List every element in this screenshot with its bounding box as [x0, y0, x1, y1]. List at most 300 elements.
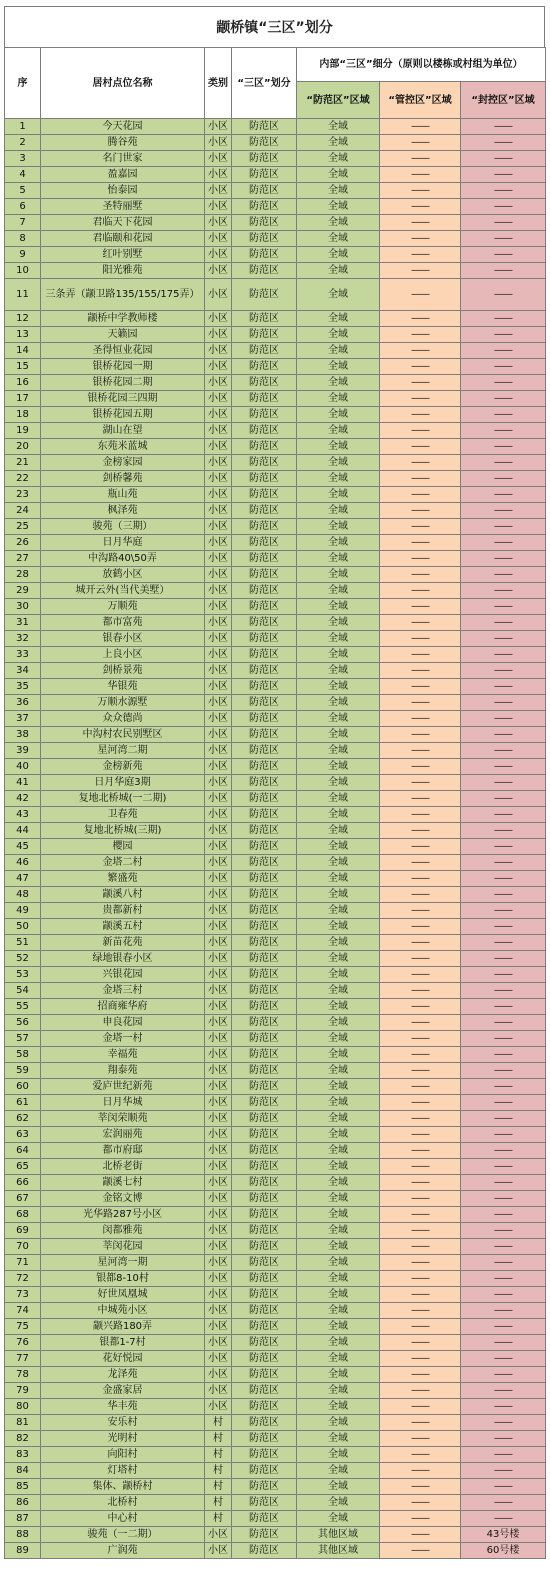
row-name: 金榜新苑 — [41, 759, 205, 775]
row-fangfan: 全域 — [297, 375, 380, 391]
row-seq: 36 — [5, 695, 41, 711]
row-fengkong: —— — [461, 983, 546, 999]
row-zone: 防范区 — [232, 1495, 297, 1511]
row-guankong: —— — [380, 1431, 461, 1447]
row-name: 三条弄（颛卫路135/155/175弄） — [41, 279, 205, 311]
row-name: 君临天下花园 — [41, 215, 205, 231]
row-seq: 71 — [5, 1255, 41, 1271]
table-row — [5, 951, 546, 967]
row-zone: 防范区 — [232, 439, 297, 455]
row-type: 小区 — [205, 759, 232, 775]
row-fengkong: —— — [461, 535, 546, 551]
row-fangfan: 全域 — [297, 1159, 380, 1175]
row-guankong: —— — [380, 455, 461, 471]
row-type: 小区 — [205, 1175, 232, 1191]
table-row — [5, 183, 546, 199]
row-type: 小区 — [205, 359, 232, 375]
row-name: 颛溪五村 — [41, 919, 205, 935]
row-name: 申良花园 — [41, 1015, 205, 1031]
row-fengkong: —— — [461, 215, 546, 231]
row-fengkong: —— — [461, 1383, 546, 1399]
row-fangfan: 全域 — [297, 263, 380, 279]
row-zone: 防范区 — [232, 1367, 297, 1383]
row-guankong: —— — [380, 343, 461, 359]
row-name: 银桥花园一期 — [41, 359, 205, 375]
row-name: 城开云外(当代美墅） — [41, 583, 205, 599]
row-name: 宏润丽苑 — [41, 1127, 205, 1143]
row-fangfan: 全域 — [297, 855, 380, 871]
row-type: 村 — [205, 1447, 232, 1463]
row-zone: 防范区 — [232, 1415, 297, 1431]
row-zone: 防范区 — [232, 1303, 297, 1319]
row-guankong: —— — [380, 1223, 461, 1239]
row-name: 骏苑（三期） — [41, 519, 205, 535]
row-fengkong: —— — [461, 1479, 546, 1495]
row-fangfan: 全域 — [297, 839, 380, 855]
row-seq: 69 — [5, 1223, 41, 1239]
row-fengkong: —— — [461, 1031, 546, 1047]
row-name: 爱庐世纪新苑 — [41, 1079, 205, 1095]
row-seq: 84 — [5, 1463, 41, 1479]
row-guankong: —— — [380, 1367, 461, 1383]
table-row — [5, 1111, 546, 1127]
row-fangfan: 全域 — [297, 823, 380, 839]
row-type: 村 — [205, 1415, 232, 1431]
table-row — [5, 1255, 546, 1271]
row-fengkong: —— — [461, 855, 546, 871]
table-row — [5, 167, 546, 183]
row-fangfan: 全域 — [297, 423, 380, 439]
row-fangfan: 全域 — [297, 1495, 380, 1511]
row-fangfan: 全域 — [297, 1447, 380, 1463]
row-guankong: —— — [380, 151, 461, 167]
row-fengkong: —— — [461, 1511, 546, 1527]
row-fengkong: —— — [461, 391, 546, 407]
row-zone: 防范区 — [232, 183, 297, 199]
row-type: 小区 — [205, 871, 232, 887]
row-fangfan: 全域 — [297, 615, 380, 631]
row-name: 日月华城 — [41, 1095, 205, 1111]
row-seq: 77 — [5, 1351, 41, 1367]
row-guankong: —— — [380, 679, 461, 695]
row-guankong: —— — [380, 1399, 461, 1415]
row-zone: 防范区 — [232, 503, 297, 519]
row-fengkong: —— — [461, 455, 546, 471]
row-type: 小区 — [205, 1207, 232, 1223]
row-type: 小区 — [205, 631, 232, 647]
row-zone: 防范区 — [232, 967, 297, 983]
row-zone: 防范区 — [232, 1463, 297, 1479]
row-fangfan: 全域 — [297, 711, 380, 727]
row-name: 金盛家居 — [41, 1383, 205, 1399]
row-guankong: —— — [380, 615, 461, 631]
row-seq: 20 — [5, 439, 41, 455]
row-type: 小区 — [205, 151, 232, 167]
row-zone: 防范区 — [232, 887, 297, 903]
row-zone: 防范区 — [232, 903, 297, 919]
row-type: 小区 — [205, 135, 232, 151]
row-fengkong: —— — [461, 1239, 546, 1255]
row-guankong: —— — [380, 1543, 461, 1559]
row-name: 星河湾二期 — [41, 743, 205, 759]
row-guankong: —— — [380, 247, 461, 263]
table-row — [5, 679, 546, 695]
row-guankong: —— — [380, 1495, 461, 1511]
row-zone: 防范区 — [232, 1207, 297, 1223]
row-guankong: —— — [380, 1063, 461, 1079]
row-zone: 防范区 — [232, 1143, 297, 1159]
row-fengkong: —— — [461, 359, 546, 375]
row-fengkong: —— — [461, 679, 546, 695]
row-fengkong: —— — [461, 663, 546, 679]
row-fangfan: 全域 — [297, 807, 380, 823]
row-guankong: —— — [380, 167, 461, 183]
row-fangfan: 全域 — [297, 631, 380, 647]
row-fengkong: —— — [461, 439, 546, 455]
row-name: 都市富苑 — [41, 615, 205, 631]
row-fengkong: —— — [461, 759, 546, 775]
row-seq: 47 — [5, 871, 41, 887]
row-guankong: —— — [380, 327, 461, 343]
row-guankong: —— — [380, 1191, 461, 1207]
row-name: 金塔三村 — [41, 983, 205, 999]
row-fengkong: —— — [461, 311, 546, 327]
row-zone: 防范区 — [232, 1335, 297, 1351]
row-type: 小区 — [205, 231, 232, 247]
table-row — [5, 1063, 546, 1079]
table-row — [5, 455, 546, 471]
row-seq: 53 — [5, 967, 41, 983]
row-fangfan: 全域 — [297, 407, 380, 423]
row-fangfan: 全域 — [297, 455, 380, 471]
row-guankong: —— — [380, 439, 461, 455]
row-guankong: —— — [380, 807, 461, 823]
row-seq: 72 — [5, 1271, 41, 1287]
row-fangfan: 其他区域 — [297, 1527, 380, 1543]
row-zone: 防范区 — [232, 615, 297, 631]
zone-table — [4, 47, 546, 1559]
row-guankong: —— — [380, 1319, 461, 1335]
row-name: 贵都新村 — [41, 903, 205, 919]
table-row — [5, 1399, 546, 1415]
row-zone: 防范区 — [232, 151, 297, 167]
row-guankong: —— — [380, 135, 461, 151]
row-type: 小区 — [205, 679, 232, 695]
row-fangfan: 全域 — [297, 791, 380, 807]
table-body — [5, 119, 546, 1559]
header-guankong: “管控区”区域 — [380, 82, 461, 119]
table-row — [5, 1431, 546, 1447]
row-guankong: —— — [380, 631, 461, 647]
header-seq: 序 — [5, 48, 41, 119]
row-seq: 48 — [5, 887, 41, 903]
header-fengkong: “封控区”区域 — [461, 82, 546, 119]
row-type: 小区 — [205, 775, 232, 791]
row-name: 银都8-10村 — [41, 1271, 205, 1287]
row-fengkong: —— — [461, 647, 546, 663]
row-name: 盈嘉园 — [41, 167, 205, 183]
row-fangfan: 全域 — [297, 775, 380, 791]
row-fengkong: —— — [461, 695, 546, 711]
row-zone: 防范区 — [232, 487, 297, 503]
row-guankong: —— — [380, 551, 461, 567]
row-name: 金榜家园 — [41, 455, 205, 471]
row-guankong: —— — [380, 199, 461, 215]
row-guankong: —— — [380, 1127, 461, 1143]
row-type: 小区 — [205, 1143, 232, 1159]
row-name: 绿地银春小区 — [41, 951, 205, 967]
row-fengkong: —— — [461, 503, 546, 519]
row-name: 万顺水源墅 — [41, 695, 205, 711]
row-fengkong: —— — [461, 327, 546, 343]
row-guankong: —— — [380, 855, 461, 871]
row-fengkong: —— — [461, 1367, 546, 1383]
row-fengkong: —— — [461, 471, 546, 487]
table-row — [5, 567, 546, 583]
row-zone: 防范区 — [232, 359, 297, 375]
table-row — [5, 1335, 546, 1351]
row-type: 小区 — [205, 583, 232, 599]
row-fangfan: 全域 — [297, 231, 380, 247]
table-row — [5, 871, 546, 887]
row-seq: 21 — [5, 455, 41, 471]
row-fengkong: 43号楼 — [461, 1527, 546, 1543]
row-fangfan: 全域 — [297, 647, 380, 663]
row-seq: 51 — [5, 935, 41, 951]
row-zone: 防范区 — [232, 311, 297, 327]
row-fengkong: —— — [461, 119, 546, 135]
table-row — [5, 631, 546, 647]
row-seq: 29 — [5, 583, 41, 599]
row-name: 圣得恒业花园 — [41, 343, 205, 359]
row-type: 小区 — [205, 1303, 232, 1319]
row-name: 樱园 — [41, 839, 205, 855]
row-fangfan: 全域 — [297, 743, 380, 759]
row-guankong: —— — [380, 519, 461, 535]
row-type: 村 — [205, 1511, 232, 1527]
row-name: 莘闵荣顺苑 — [41, 1111, 205, 1127]
row-seq: 85 — [5, 1479, 41, 1495]
row-type: 小区 — [205, 535, 232, 551]
row-name: 华丰苑 — [41, 1399, 205, 1415]
row-seq: 67 — [5, 1191, 41, 1207]
row-guankong: —— — [380, 1255, 461, 1271]
row-guankong: —— — [380, 503, 461, 519]
row-zone: 防范区 — [232, 455, 297, 471]
row-seq: 19 — [5, 423, 41, 439]
row-fengkong: —— — [461, 775, 546, 791]
table-row — [5, 1191, 546, 1207]
row-seq: 40 — [5, 759, 41, 775]
row-guankong: —— — [380, 1447, 461, 1463]
row-type: 小区 — [205, 263, 232, 279]
row-fangfan: 全域 — [297, 951, 380, 967]
row-guankong: —— — [380, 1479, 461, 1495]
row-guankong: —— — [380, 887, 461, 903]
row-seq: 50 — [5, 919, 41, 935]
row-fengkong: —— — [461, 1207, 546, 1223]
row-name: 都市府邸 — [41, 1143, 205, 1159]
table-row — [5, 919, 546, 935]
header-type: 类别 — [205, 48, 232, 119]
row-guankong: —— — [380, 871, 461, 887]
row-fangfan: 全域 — [297, 183, 380, 199]
row-type: 小区 — [205, 1399, 232, 1415]
row-type: 小区 — [205, 119, 232, 135]
row-fangfan: 全域 — [297, 1287, 380, 1303]
row-guankong: —— — [380, 375, 461, 391]
row-fengkong: —— — [461, 871, 546, 887]
table-row — [5, 423, 546, 439]
row-zone: 防范区 — [232, 871, 297, 887]
table-row — [5, 1031, 546, 1047]
row-fangfan: 全域 — [297, 1367, 380, 1383]
row-fengkong: —— — [461, 1351, 546, 1367]
row-zone: 防范区 — [232, 471, 297, 487]
row-fangfan: 全域 — [297, 247, 380, 263]
table-row — [5, 647, 546, 663]
row-zone: 防范区 — [232, 343, 297, 359]
row-zone: 防范区 — [232, 663, 297, 679]
row-fangfan: 全域 — [297, 1079, 380, 1095]
row-type: 小区 — [205, 1063, 232, 1079]
table-row — [5, 1095, 546, 1111]
table-row — [5, 1479, 546, 1495]
row-seq: 68 — [5, 1207, 41, 1223]
row-seq: 31 — [5, 615, 41, 631]
row-type: 村 — [205, 1495, 232, 1511]
row-type: 小区 — [205, 1319, 232, 1335]
row-zone: 防范区 — [232, 679, 297, 695]
row-fangfan: 全域 — [297, 903, 380, 919]
header-fangfan: “防范区”区域 — [297, 82, 380, 119]
table-row — [5, 711, 546, 727]
row-fengkong: —— — [461, 1047, 546, 1063]
row-seq: 42 — [5, 791, 41, 807]
row-guankong: —— — [380, 1159, 461, 1175]
row-name: 光华路287号小区 — [41, 1207, 205, 1223]
table-row — [5, 311, 546, 327]
table-row — [5, 983, 546, 999]
row-name: 剑桥馨苑 — [41, 471, 205, 487]
row-guankong: —— — [380, 567, 461, 583]
row-name: 中沟村农民别墅区 — [41, 727, 205, 743]
row-zone: 防范区 — [232, 215, 297, 231]
row-fangfan: 全域 — [297, 487, 380, 503]
table-row — [5, 1495, 546, 1511]
row-name: 湖山在望 — [41, 423, 205, 439]
row-name: 复地北桥城(一二期) — [41, 791, 205, 807]
row-zone: 防范区 — [232, 983, 297, 999]
row-type: 小区 — [205, 823, 232, 839]
table-row — [5, 1207, 546, 1223]
table-row — [5, 535, 546, 551]
sheet-title: 颛桥镇“三区”划分 — [4, 6, 545, 47]
row-seq: 17 — [5, 391, 41, 407]
row-fangfan: 全域 — [297, 1111, 380, 1127]
table-row — [5, 727, 546, 743]
row-type: 小区 — [205, 519, 232, 535]
row-name: 怡泰园 — [41, 183, 205, 199]
row-fengkong: —— — [461, 791, 546, 807]
table-row — [5, 935, 546, 951]
row-guankong: —— — [380, 743, 461, 759]
row-name: 东苑米蓝城 — [41, 439, 205, 455]
table-row — [5, 1511, 546, 1527]
row-name: 红叶别墅 — [41, 247, 205, 263]
row-fengkong: —— — [461, 1111, 546, 1127]
row-fangfan: 全域 — [297, 1207, 380, 1223]
row-fangfan: 全域 — [297, 999, 380, 1015]
row-fengkong: —— — [461, 743, 546, 759]
row-guankong: —— — [380, 1143, 461, 1159]
table-row — [5, 759, 546, 775]
row-guankong: —— — [380, 1079, 461, 1095]
row-seq: 70 — [5, 1239, 41, 1255]
row-type: 小区 — [205, 1047, 232, 1063]
row-seq: 81 — [5, 1415, 41, 1431]
row-seq: 38 — [5, 727, 41, 743]
row-fangfan: 全域 — [297, 1015, 380, 1031]
table-row — [5, 407, 546, 423]
row-name: 阳光雅苑 — [41, 263, 205, 279]
row-fengkong: —— — [461, 999, 546, 1015]
row-zone: 防范区 — [232, 583, 297, 599]
row-guankong: —— — [380, 1207, 461, 1223]
row-fengkong: —— — [461, 167, 546, 183]
row-fangfan: 全域 — [297, 1399, 380, 1415]
table-row — [5, 231, 546, 247]
table-row — [5, 775, 546, 791]
row-guankong: —— — [380, 599, 461, 615]
table-row — [5, 807, 546, 823]
row-name: 众众德尚 — [41, 711, 205, 727]
row-type: 小区 — [205, 647, 232, 663]
table-row — [5, 151, 546, 167]
row-fangfan: 全域 — [297, 1047, 380, 1063]
row-fangfan: 全域 — [297, 343, 380, 359]
row-seq: 37 — [5, 711, 41, 727]
row-fangfan: 全域 — [297, 967, 380, 983]
row-type: 小区 — [205, 727, 232, 743]
row-zone: 防范区 — [232, 1063, 297, 1079]
row-fengkong: —— — [461, 727, 546, 743]
header-inner: 内部“三区”细分（原则以楼栋或村组为单位） — [297, 48, 546, 82]
table-row — [5, 439, 546, 455]
row-zone: 防范区 — [232, 951, 297, 967]
row-type: 村 — [205, 1463, 232, 1479]
row-seq: 86 — [5, 1495, 41, 1511]
row-guankong: —— — [380, 471, 461, 487]
header-zone: “三区”划分 — [232, 48, 297, 119]
row-fengkong: —— — [461, 1143, 546, 1159]
row-type: 小区 — [205, 663, 232, 679]
row-seq: 32 — [5, 631, 41, 647]
row-type: 小区 — [205, 791, 232, 807]
row-zone: 防范区 — [232, 1383, 297, 1399]
row-guankong: —— — [380, 967, 461, 983]
row-fengkong: —— — [461, 583, 546, 599]
row-guankong: —— — [380, 391, 461, 407]
row-name: 安乐村 — [41, 1415, 205, 1431]
row-guankong: —— — [380, 759, 461, 775]
row-type: 小区 — [205, 1191, 232, 1207]
row-zone: 防范区 — [232, 167, 297, 183]
row-zone: 防范区 — [232, 1015, 297, 1031]
row-zone: 防范区 — [232, 647, 297, 663]
row-zone: 防范区 — [232, 1527, 297, 1543]
row-name: 北桥村 — [41, 1495, 205, 1511]
